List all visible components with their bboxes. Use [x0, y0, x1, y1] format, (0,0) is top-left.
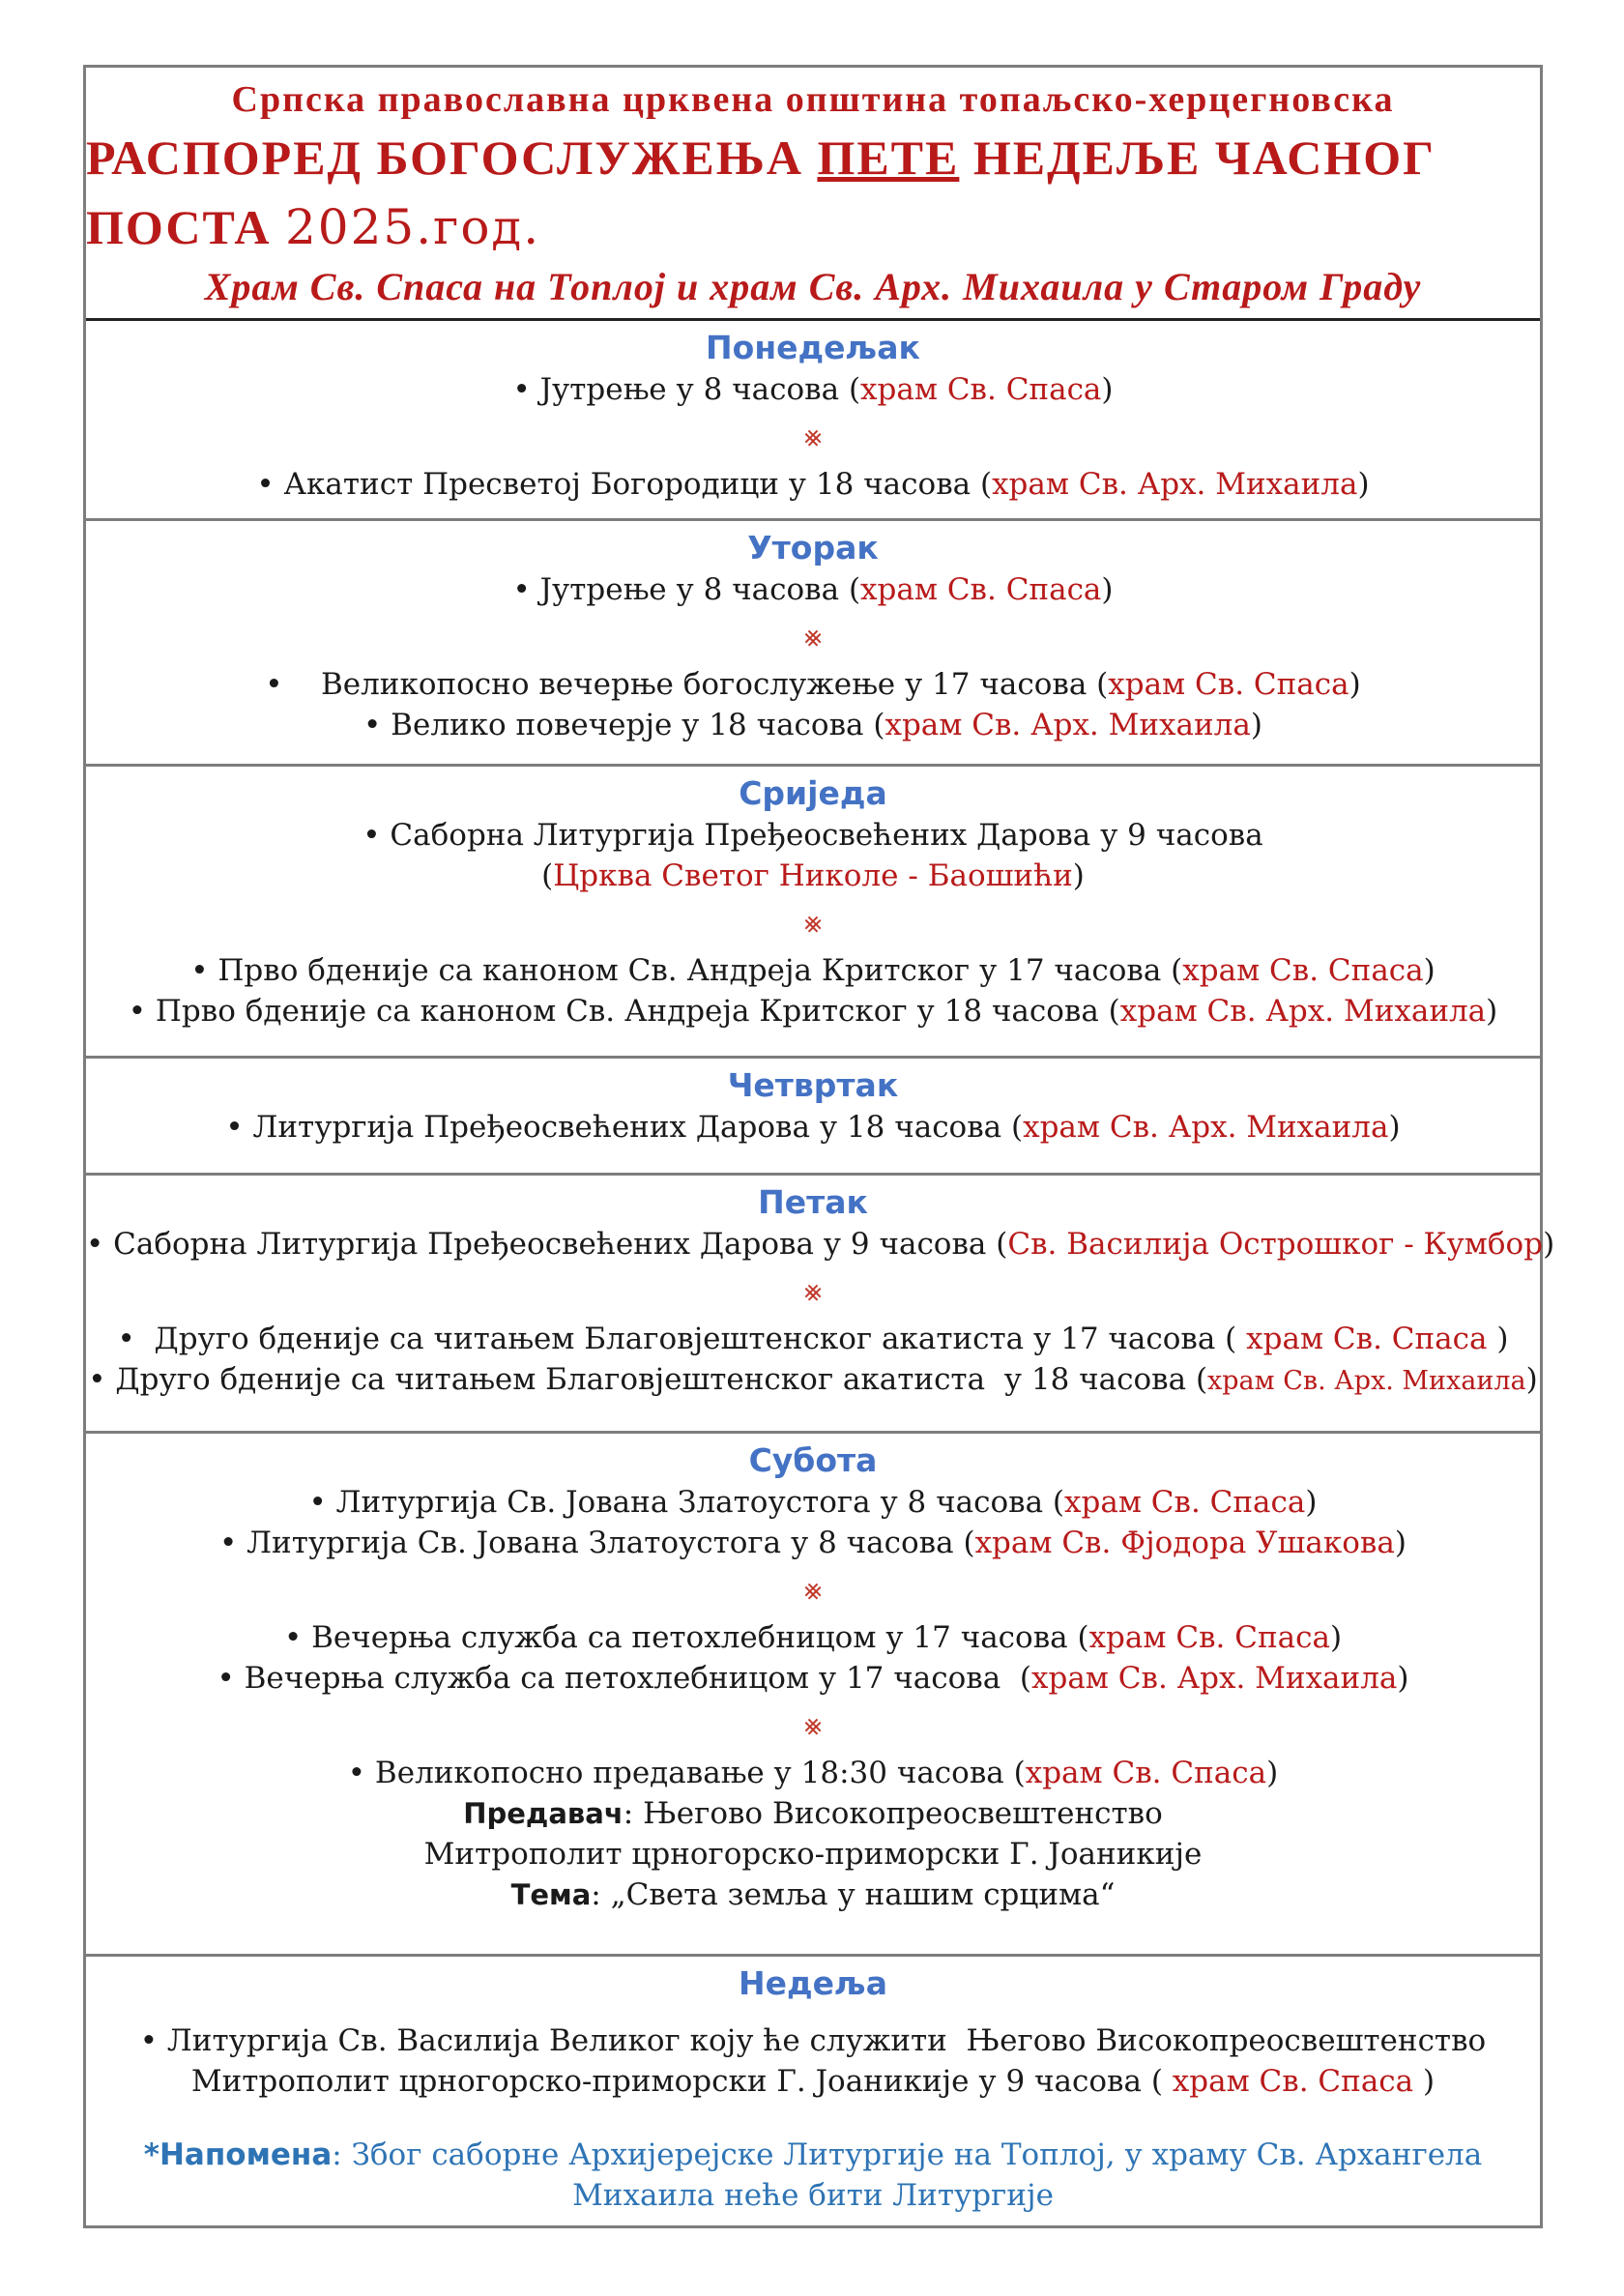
- lecturer: Предавач: Његово Високопреосвештенство: [463, 1796, 1163, 1831]
- lecturer-label: Предавач: [463, 1797, 624, 1830]
- day-thursday: [86, 1059, 1540, 1176]
- note-label: *Напомена: [143, 2137, 333, 2172]
- day-wednesday: [86, 767, 1540, 1059]
- service-item: • Литургија Пређеосвећених Дарова у 18 часова (храм Св. Арх. Михаила): [225, 1110, 1401, 1145]
- service-item-location: (Црква Светог Николе - Баошићи): [541, 858, 1085, 893]
- service-item: • Акатист Пресветој Богородици у 18 часова (храм Св. Арх. Михаила): [256, 467, 1370, 502]
- title-part: НЕДЕЉЕ ЧАСНОГ ПОСТА: [86, 130, 1436, 255]
- service-item: • Великопосно вечерње богослужење у 17 часова (храм Св. Спаса): [265, 667, 1361, 702]
- service-place: храм Св. Арх. Михаила: [1207, 1366, 1526, 1396]
- title-part: РАСПОРЕД БОГОСЛУЖЕЊА: [86, 130, 818, 185]
- day-title: Недеља: [738, 1964, 887, 2002]
- day-title: Петак: [758, 1183, 868, 1221]
- service-place: Црква Светог Николе - Баошићи: [553, 858, 1073, 893]
- day-title: Четвртак: [727, 1066, 899, 1104]
- service-item: • Јутрење у 8 часова (храм Св. Спаса): [512, 572, 1114, 607]
- document-header: [86, 68, 1540, 321]
- churches-subtitle: Храм Св. Спаса на Топлој и храм Св. Арх. Михаила у Старом Граду: [204, 264, 1422, 308]
- service-place: храм Св. Спаса: [1182, 953, 1424, 988]
- service-place: храм Св. Арх. Михаила: [884, 708, 1251, 742]
- note: *Напомена: Због саборне Архијерејске Литургије на Топлој, у храму Св. Архангела: [143, 2137, 1483, 2172]
- service-item: • Велико повечерје у 18 часова (храм Св. Арх. Михаила): [363, 708, 1262, 742]
- service-place: храм Св. Спаса: [860, 372, 1102, 407]
- day-saturday: [86, 1434, 1540, 1957]
- lecturer-title: Митрополит црногорско-приморски Г. Јоаникије: [423, 1837, 1203, 1872]
- day-title: Понедељак: [706, 329, 920, 366]
- title-week-underlined: ПЕТЕ: [817, 130, 960, 185]
- service-place: Св. Василија Острошког - Кумбор: [1007, 1227, 1544, 1262]
- service-item: • Литургија Св. Јована Златоустога у 8 часова (храм Св. Спаса): [308, 1485, 1318, 1520]
- service-item: • Литургија Св. Јована Златоустога у 8 часова (храм Св. Фјодора Ушакова): [219, 1526, 1406, 1560]
- service-item: • Јутрење у 8 часова (храм Св. Спаса): [512, 372, 1114, 407]
- schedule-sheet: [83, 65, 1555, 2228]
- service-item: • Прво бденије са каноном Св. Андреја Критског у 18 часова (храм Св. Арх. Михаила): [128, 994, 1498, 1029]
- day-tuesday: [86, 521, 1540, 767]
- service-place: храм Св. Спаса: [860, 572, 1102, 607]
- service-place: храм Св. Арх. Михаила: [1119, 994, 1487, 1029]
- service-place: храм Св. Арх. Михаила: [1023, 1110, 1389, 1145]
- day-title: Уторак: [747, 529, 879, 567]
- service-item: • Друго бденије са читањем Благовјештенског акатиста у 17 часова ( храм Св. Спаса ): [117, 1322, 1509, 1356]
- topic-label: Тема: [510, 1878, 592, 1911]
- lecture-topic: Тема: „Света земља у нашим срцима“: [510, 1877, 1116, 1912]
- service-item-continued: Митрополит црногорско-приморски Г. Јоаникије у 9 часова ( храм Св. Спаса ): [190, 2064, 1436, 2099]
- service-item: • Великопосно предавање у 18:30 часова (храм Св. Спаса): [347, 1756, 1279, 1790]
- service-item: • Вечерња служба са петохлебницом у 17 часова (храм Св. Арх. Михаила): [217, 1661, 1409, 1696]
- day-sunday: [86, 1957, 1540, 2225]
- day-title: Сриједа: [739, 774, 887, 812]
- service-place: храм Св. Спаса: [1246, 1322, 1488, 1356]
- ornament-separator: ⨳: [803, 906, 823, 940]
- service-item: • Саборна Литургија Пређеосвећених Дарова у 9 часова (Св. Василија Острошког - Кумбор): [86, 1227, 1555, 1262]
- note-continued: Михаила неће бити Литургије: [572, 2178, 1054, 2213]
- day-monday: [86, 321, 1540, 521]
- title-year: 2025.год.: [284, 199, 541, 256]
- service-place: храм Св. Спаса: [1108, 667, 1349, 702]
- service-item: • Вечерња служба са петохлебницом у 17 часова (храм Св. Спаса): [283, 1620, 1343, 1655]
- service-place: храм Св. Арх. Михаила: [992, 467, 1358, 502]
- service-item: • Литургија Св. Василија Великог коју ће служити Његово Високопреосвештенство: [139, 2023, 1487, 2058]
- service-place: храм Св. Спаса: [1064, 1485, 1306, 1520]
- day-friday: [86, 1176, 1555, 1434]
- schedule-title: [86, 123, 1540, 263]
- ornament-separator: ⨳: [803, 1708, 823, 1742]
- service-place: храм Св. Арх. Михаила: [1031, 1661, 1398, 1696]
- ornament-separator: ⨳: [803, 620, 823, 654]
- ornament-separator: ⨳: [803, 420, 823, 453]
- service-place: храм Св. Спаса: [1088, 1620, 1330, 1655]
- service-item: • Прво бденије са каноном Св. Андреја Критског у 17 часова (храм Св. Спаса): [190, 953, 1436, 988]
- ornament-separator: ⨳: [803, 1573, 823, 1607]
- service-place: храм Св. Фјодора Ушакова: [974, 1526, 1395, 1560]
- service-place: храм Св. Спаса: [1025, 1756, 1267, 1790]
- day-title: Субота: [748, 1441, 878, 1479]
- service-item: • Друго бденије са читањем Благовјештенског акатиста у 18 часова (храм Св. Арх. Михаила): [88, 1362, 1538, 1397]
- ornament-separator: ⨳: [803, 1274, 823, 1308]
- parish-name: Српска православна црквена општина топаљско-херцегновска: [231, 79, 1395, 121]
- service-item: • Саборна Литургија Пређеосвећених Дарова у 9 часова: [362, 818, 1263, 853]
- service-place: храм Св. Спаса: [1172, 2064, 1414, 2099]
